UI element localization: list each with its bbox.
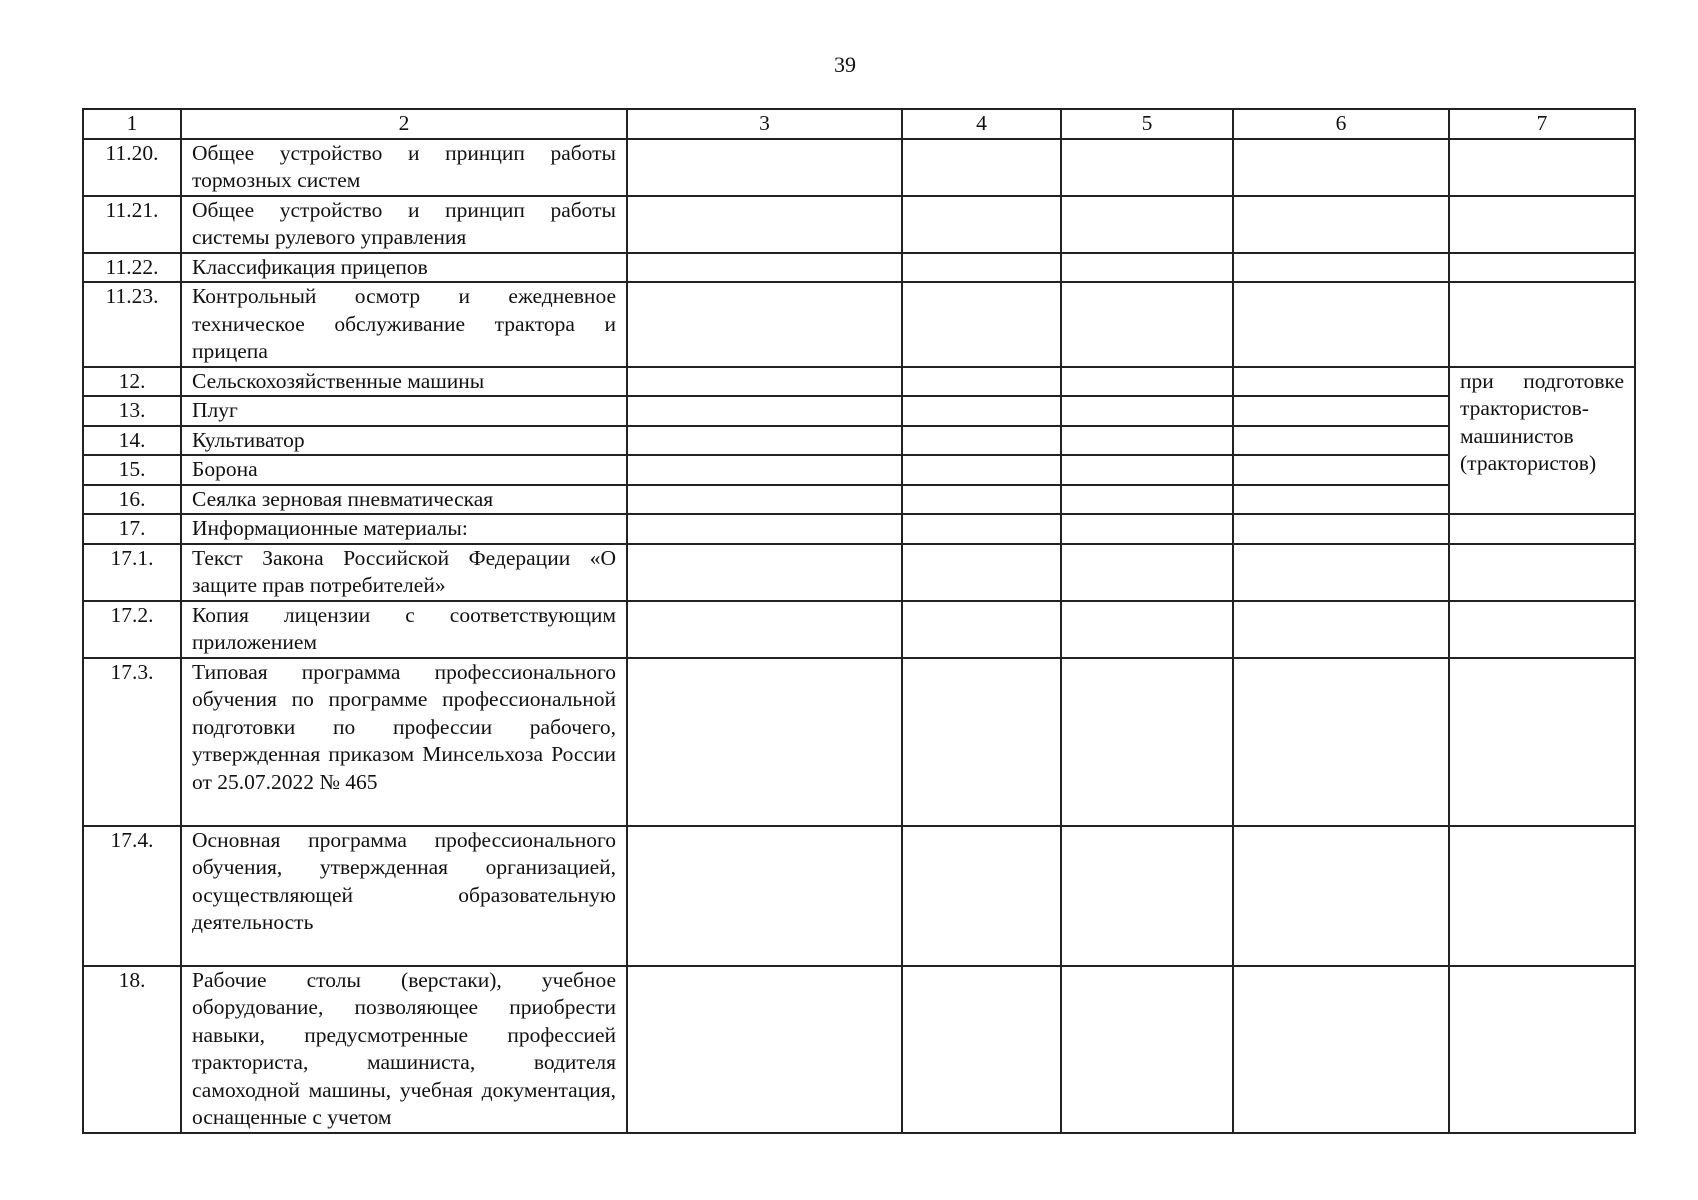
empty-cell bbox=[1061, 601, 1233, 658]
empty-cell bbox=[1449, 139, 1635, 196]
empty-cell bbox=[902, 196, 1061, 253]
empty-cell bbox=[1233, 826, 1449, 966]
empty-cell bbox=[902, 601, 1061, 658]
row-number: 15. bbox=[83, 455, 181, 485]
row-number: 18. bbox=[83, 966, 181, 1133]
row-number: 17. bbox=[83, 514, 181, 544]
row-name: Копия лицензии с соответствующим приложением bbox=[181, 601, 627, 658]
empty-cell bbox=[627, 139, 902, 196]
empty-cell bbox=[1233, 544, 1449, 601]
empty-cell bbox=[902, 139, 1061, 196]
empty-cell bbox=[1233, 396, 1449, 426]
equipment-table bbox=[82, 108, 1636, 1134]
header-cell: 4 bbox=[902, 109, 1061, 139]
page-number: 39 bbox=[834, 52, 856, 77]
row-number: 17.2. bbox=[83, 601, 181, 658]
empty-cell bbox=[1233, 514, 1449, 544]
empty-cell bbox=[1449, 601, 1635, 658]
empty-cell bbox=[627, 455, 902, 485]
empty-cell bbox=[1061, 196, 1233, 253]
empty-cell bbox=[902, 253, 1061, 283]
table-row bbox=[83, 455, 1635, 485]
empty-cell bbox=[1233, 601, 1449, 658]
row-name: Сеялка зерновая пневматическая bbox=[181, 485, 627, 515]
empty-cell bbox=[1233, 253, 1449, 283]
empty-cell bbox=[627, 658, 902, 826]
empty-cell bbox=[627, 367, 902, 397]
empty-cell bbox=[1449, 253, 1635, 283]
empty-cell bbox=[627, 253, 902, 283]
empty-cell bbox=[1061, 966, 1233, 1133]
header-cell: 7 bbox=[1449, 109, 1635, 139]
header-cell: 1 bbox=[83, 109, 181, 139]
table-row bbox=[83, 601, 1635, 658]
row-name: Типовая программа профессионального обучения по программе профессиональной подготовки по профессии рабочего, утвержденная приказом Минсельхоза России от 25.07.2022 № 465 bbox=[181, 658, 627, 826]
empty-cell bbox=[902, 396, 1061, 426]
header-cell: 3 bbox=[627, 109, 902, 139]
empty-cell bbox=[1061, 367, 1233, 397]
empty-cell bbox=[627, 196, 902, 253]
row-number: 17.4. bbox=[83, 826, 181, 966]
empty-cell bbox=[627, 544, 902, 601]
empty-cell bbox=[1061, 455, 1233, 485]
empty-cell bbox=[902, 544, 1061, 601]
tractor-driver-note: при подготовке трактористов-машинистов (трактористов) bbox=[1449, 367, 1635, 515]
row-name: Классификация прицепов bbox=[181, 253, 627, 283]
empty-cell bbox=[1233, 485, 1449, 515]
empty-cell bbox=[902, 485, 1061, 515]
empty-cell bbox=[1061, 826, 1233, 966]
row-number: 11.21. bbox=[83, 196, 181, 253]
empty-cell bbox=[627, 426, 902, 456]
empty-cell bbox=[1449, 826, 1635, 966]
header-cell: 2 bbox=[181, 109, 627, 139]
row-number: 13. bbox=[83, 396, 181, 426]
table-row bbox=[83, 826, 1635, 966]
row-name: Информационные материалы: bbox=[181, 514, 627, 544]
empty-cell bbox=[627, 826, 902, 966]
empty-cell bbox=[627, 396, 902, 426]
table-row bbox=[83, 396, 1635, 426]
empty-cell bbox=[1061, 544, 1233, 601]
empty-cell bbox=[902, 658, 1061, 826]
empty-cell bbox=[1233, 282, 1449, 367]
table-row bbox=[83, 253, 1635, 283]
empty-cell bbox=[1061, 426, 1233, 456]
table-row bbox=[83, 514, 1635, 544]
header-cell: 5 bbox=[1061, 109, 1233, 139]
table-header-row bbox=[83, 109, 1635, 139]
row-name: Сельскохозяйственные машины bbox=[181, 367, 627, 397]
header-cell: 6 bbox=[1233, 109, 1449, 139]
row-number: 17.1. bbox=[83, 544, 181, 601]
empty-cell bbox=[1233, 426, 1449, 456]
empty-cell bbox=[627, 514, 902, 544]
row-number: 14. bbox=[83, 426, 181, 456]
row-name: Общее устройство и принцип работы тормозных систем bbox=[181, 139, 627, 196]
empty-cell bbox=[1449, 658, 1635, 826]
empty-cell bbox=[902, 966, 1061, 1133]
row-number: 17.3. bbox=[83, 658, 181, 826]
empty-cell bbox=[627, 485, 902, 515]
empty-cell bbox=[1233, 367, 1449, 397]
empty-cell bbox=[902, 367, 1061, 397]
row-number: 11.20. bbox=[83, 139, 181, 196]
empty-cell bbox=[1233, 139, 1449, 196]
empty-cell bbox=[1233, 196, 1449, 253]
empty-cell bbox=[1449, 514, 1635, 544]
empty-cell bbox=[1449, 282, 1635, 367]
empty-cell bbox=[1061, 396, 1233, 426]
row-number: 11.22. bbox=[83, 253, 181, 283]
empty-cell bbox=[902, 282, 1061, 367]
empty-cell bbox=[1233, 658, 1449, 826]
empty-cell bbox=[1233, 455, 1449, 485]
empty-cell bbox=[1061, 253, 1233, 283]
table-row bbox=[83, 544, 1635, 601]
empty-cell bbox=[1061, 514, 1233, 544]
row-name: Рабочие столы (верстаки), учебное оборудование, позволяющее приобрести навыки, предусмотренные профессией тракториста, машиниста, водителя самоходной машины, учебная документация, оснащенные с учетом bbox=[181, 966, 627, 1133]
row-number: 12. bbox=[83, 367, 181, 397]
empty-cell bbox=[1233, 966, 1449, 1133]
row-name: Культиватор bbox=[181, 426, 627, 456]
row-name: Борона bbox=[181, 455, 627, 485]
empty-cell bbox=[627, 966, 902, 1133]
table-row bbox=[83, 966, 1635, 1133]
empty-cell bbox=[1449, 544, 1635, 601]
table-row bbox=[83, 485, 1635, 515]
row-number: 11.23. bbox=[83, 282, 181, 367]
empty-cell bbox=[1061, 282, 1233, 367]
empty-cell bbox=[902, 826, 1061, 966]
row-name: Основная программа профессионального обучения, утвержденная организацией, осуществляющей образовательную деятельность bbox=[181, 826, 627, 966]
table-row bbox=[83, 367, 1635, 397]
table-row bbox=[83, 196, 1635, 253]
table-row bbox=[83, 282, 1635, 367]
row-name: Общее устройство и принцип работы системы рулевого управления bbox=[181, 196, 627, 253]
empty-cell bbox=[1449, 966, 1635, 1133]
empty-cell bbox=[1061, 139, 1233, 196]
row-name: Контрольный осмотр и ежедневное техническое обслуживание трактора и прицепа bbox=[181, 282, 627, 367]
row-name: Текст Закона Российской Федерации «О защите прав потребителей» bbox=[181, 544, 627, 601]
row-number: 16. bbox=[83, 485, 181, 515]
empty-cell bbox=[1061, 485, 1233, 515]
table-row bbox=[83, 139, 1635, 196]
empty-cell bbox=[902, 455, 1061, 485]
empty-cell bbox=[902, 514, 1061, 544]
empty-cell bbox=[1061, 658, 1233, 826]
empty-cell bbox=[902, 426, 1061, 456]
table-row bbox=[83, 658, 1635, 826]
empty-cell bbox=[627, 282, 902, 367]
empty-cell bbox=[1449, 196, 1635, 253]
empty-cell bbox=[627, 601, 902, 658]
table-row bbox=[83, 426, 1635, 456]
row-name: Плуг bbox=[181, 396, 627, 426]
